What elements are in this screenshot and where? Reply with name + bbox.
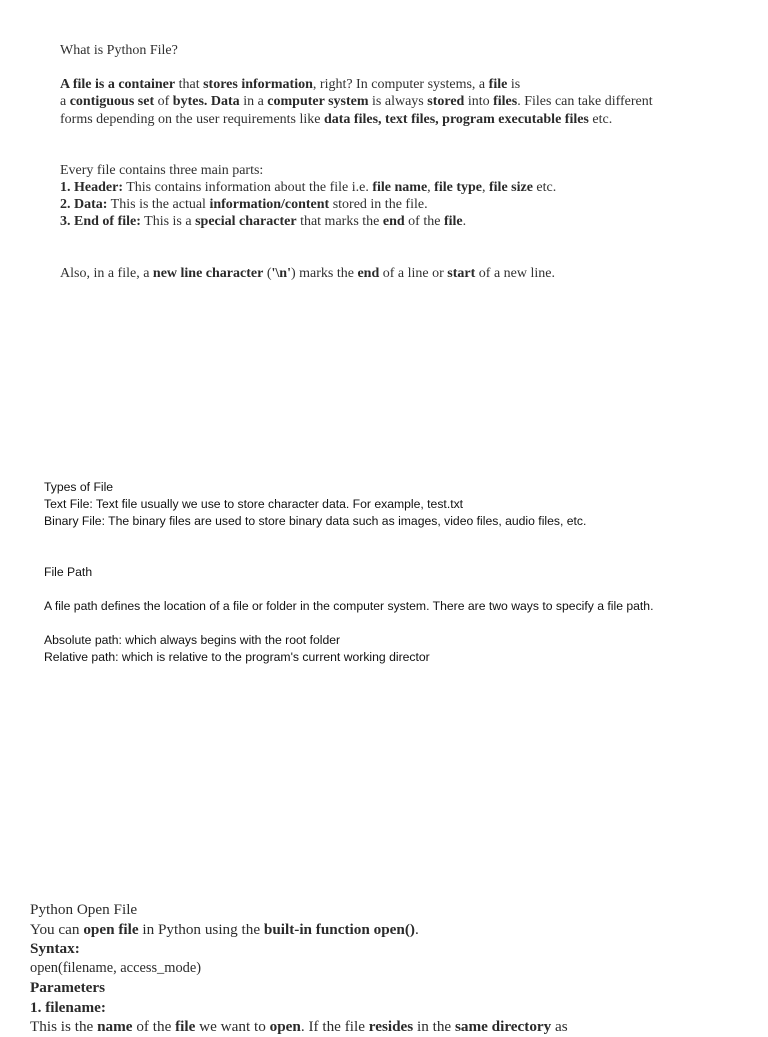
text-run: etc.: [532, 180, 557, 196]
bold-run: file name: [372, 180, 428, 196]
text-run: .: [462, 214, 467, 230]
text-run: etc.: [588, 111, 613, 127]
text-file-line: Text File: Text file usually we use to store character data. For example, test.txt: [44, 497, 464, 511]
bold-run: contiguous set: [69, 94, 155, 110]
text-run: stored in the file.: [329, 197, 428, 213]
bold-run: stores information: [203, 77, 313, 93]
param-filename-label: [30, 998, 730, 1018]
text-line: [60, 213, 720, 230]
bold-run: computer system: [267, 94, 369, 110]
text-run: of a line or: [379, 265, 448, 281]
text-run: This is the: [30, 1018, 98, 1035]
text-run: in Python using the: [138, 920, 264, 938]
param-filename-label-text: 1. filename:: [30, 998, 106, 1016]
text-run: that marks the: [296, 214, 383, 230]
bold-run: file: [175, 1018, 196, 1035]
bold-run: new line character: [152, 265, 264, 281]
text-run: (: [263, 265, 272, 281]
parameters-label-text: Parameters: [30, 979, 106, 996]
text-line: [60, 111, 720, 128]
bold-run: open: [269, 1018, 301, 1035]
bold-run: same directory: [454, 1018, 552, 1035]
parameters-label: [30, 978, 730, 998]
open-file-intro: [30, 920, 730, 940]
open-file-section: [30, 900, 730, 1037]
text-run: of a new line.: [475, 265, 555, 281]
text-run: ,: [427, 180, 435, 196]
bold-run: information/content: [209, 197, 330, 213]
text-run: in a: [239, 94, 268, 110]
text-run: . If the file: [300, 1018, 369, 1035]
text-run: of: [154, 94, 173, 110]
relative-path-line: Relative path: which is relative to the program's current working director: [44, 650, 430, 664]
bold-run: A file is a container: [60, 77, 176, 93]
syntax-label-text: Syntax:: [30, 940, 80, 957]
text-run: forms depending on the user requirements like: [60, 111, 324, 127]
bold-run: '\n': [271, 265, 291, 281]
bold-run: start: [447, 265, 476, 281]
bold-run: 1. Header:: [60, 180, 123, 196]
text-line: [60, 265, 720, 282]
bold-run: end: [357, 265, 380, 281]
intro-heading: What is Python File?: [60, 43, 178, 58]
text-run: This is a: [140, 214, 196, 230]
text-run: a: [60, 94, 70, 110]
bold-run: 3. End of file:: [60, 214, 141, 230]
bold-run: file: [443, 214, 463, 230]
text-line: [60, 179, 720, 196]
bold-run: 2. Data:: [60, 197, 108, 213]
text-run: is: [507, 77, 521, 93]
text-run: . Files can take different: [517, 94, 653, 110]
bold-run: file: [488, 77, 508, 93]
syntax-code: open(filename, access_mode): [30, 959, 202, 976]
bold-run: files: [493, 94, 518, 110]
param-filename-desc: [30, 1017, 730, 1037]
intro-section: [60, 42, 720, 282]
bold-run: open file: [83, 920, 139, 938]
text-run: This contains information about the file i.e.: [122, 180, 373, 196]
text-run: is always: [368, 94, 428, 110]
text-run: that: [175, 77, 204, 93]
text-line: [60, 196, 720, 213]
text-run: in the: [413, 1018, 455, 1035]
bold-run: name: [97, 1018, 133, 1035]
text-line: [60, 93, 720, 110]
text-run: Also, in a file, a: [60, 265, 153, 281]
bold-run: end: [382, 214, 405, 230]
binary-file-line: Binary File: The binary files are used to store binary data such as images, video files, audio files, etc.: [44, 514, 587, 528]
text-run: we want to: [195, 1018, 270, 1035]
text-line: [30, 920, 730, 940]
bold-run: built-in function open(): [263, 920, 415, 938]
parts-intro: Every file contains three main parts:: [60, 162, 264, 178]
bold-run: file size: [489, 180, 533, 196]
types-section: [44, 479, 724, 666]
parts-list: [60, 179, 720, 231]
text-line: [30, 1017, 730, 1037]
syntax-label: [30, 939, 730, 959]
text-run: of the: [132, 1018, 176, 1035]
text-run: ) marks the: [290, 265, 358, 281]
text-run: as: [551, 1018, 568, 1035]
text-run: ,: [482, 180, 489, 196]
text-run: .: [414, 920, 419, 938]
text-run: You can: [30, 920, 84, 938]
text-run: This is the actual: [107, 197, 210, 213]
newline-paragraph: [60, 265, 720, 282]
file-path-heading: File Path: [44, 565, 93, 579]
bold-run: resides: [368, 1018, 414, 1035]
types-heading: Types of File: [44, 480, 114, 494]
text-run: , right? In computer systems, a: [312, 77, 489, 93]
text-run: into: [464, 94, 494, 110]
bold-run: stored: [427, 94, 465, 110]
file-path-definition: A file path defines the location of a file or folder in the computer system. There are two ways to specify a file path.: [44, 599, 654, 613]
bold-run: bytes. Data: [172, 94, 240, 110]
bold-run: data files, text files, program executable files: [323, 111, 589, 127]
intro-paragraph: [60, 76, 720, 128]
open-file-heading: Python Open File: [30, 901, 138, 918]
bold-run: special character: [195, 214, 297, 230]
text-run: of the: [404, 214, 444, 230]
text-line: [60, 76, 720, 93]
bold-run: file type: [434, 180, 482, 196]
absolute-path-line: Absolute path: which always begins with the root folder: [44, 633, 341, 647]
